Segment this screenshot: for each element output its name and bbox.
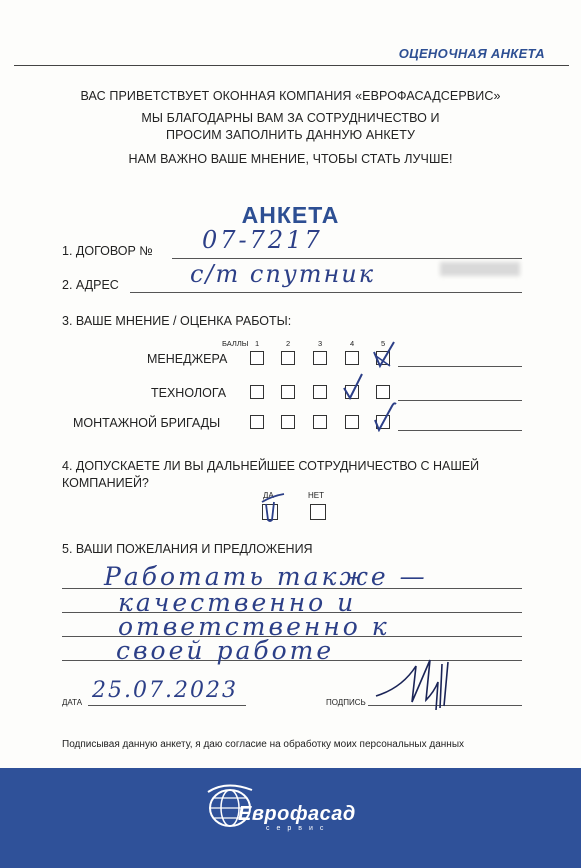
cooperation-question-line-1: 4. ДОПУСКАЕТЕ ЛИ ВЫ ДАЛЬНЕЙШЕЕ СОТРУДНИЧЕСТВО С НАШЕЙ <box>62 459 480 473</box>
address-handwritten[interactable]: с/т спутник <box>190 260 376 288</box>
address-underline <box>130 292 522 293</box>
date-underline <box>88 705 246 706</box>
rating-crew-3-checkbox[interactable] <box>313 415 327 429</box>
score-header-2: 2 <box>286 339 291 348</box>
checkmark-icon <box>370 400 398 432</box>
intro-line-4: НАМ ВАЖНО ВАШЕ МНЕНИЕ, ЧТОБЫ СТАТЬ ЛУЧШЕ! <box>128 152 453 166</box>
signature-label: ПОДПИСЬ <box>326 698 366 707</box>
rating-manager-4-checkbox[interactable] <box>345 351 359 365</box>
brand-logo-subtext: сервис <box>266 825 331 832</box>
brand-logo-text: Еврофасад <box>238 803 356 825</box>
suggestions-handwritten-3: ответственно к <box>118 612 390 641</box>
date-handwritten[interactable]: 25.07.2023 <box>92 678 238 703</box>
address-label: 2. АДРЕС <box>62 278 119 292</box>
rating-row-technologist-label: ТЕХНОЛОГА <box>151 386 227 400</box>
suggestions-label: 5. ВАШИ ПОЖЕЛАНИЯ И ПРЕДЛОЖЕНИЯ <box>62 542 313 556</box>
checkmark-icon <box>340 372 366 402</box>
cooperation-question-line-2: КОМПАНИЕЙ? <box>62 476 149 490</box>
rating-row-crew-label: МОНТАЖНОЙ БРИГАДЫ <box>73 416 221 430</box>
cooperation-no-checkbox[interactable] <box>310 504 326 520</box>
cooperation-yes-label: ДА <box>263 491 274 500</box>
rating-technologist-comment-line <box>398 400 522 401</box>
score-header-1: 1 <box>255 339 260 348</box>
rating-manager-comment-line <box>398 366 522 367</box>
contract-label: 1. ДОГОВОР № <box>62 244 153 258</box>
intro-line-3: ПРОСИМ ЗАПОЛНИТЬ ДАННУЮ АНКЕТУ <box>166 128 415 142</box>
intro-line-1: ВАС ПРИВЕТСТВУЕТ ОКОННАЯ КОМПАНИЯ «ЕВРОФАСАДСЕРВИС» <box>80 89 501 103</box>
contract-number-handwritten[interactable]: 07-7217 <box>202 226 323 254</box>
score-header-5: 5 <box>381 339 386 348</box>
form-title: АНКЕТА <box>241 202 340 228</box>
score-scale-label: БАЛЛЫ <box>222 339 249 348</box>
suggestions-handwritten-1: Работать также — <box>104 562 428 591</box>
rating-crew-2-checkbox[interactable] <box>281 415 295 429</box>
score-header-4: 4 <box>350 339 355 348</box>
redacted-address <box>440 262 520 276</box>
score-header-3: 3 <box>318 339 323 348</box>
rating-manager-2-checkbox[interactable] <box>281 351 295 365</box>
rating-crew-1-checkbox[interactable] <box>250 415 264 429</box>
signature-scribble <box>372 652 462 714</box>
rating-crew-4-checkbox[interactable] <box>345 415 359 429</box>
cooperation-no-label: НЕТ <box>308 491 324 500</box>
rating-technologist-2-checkbox[interactable] <box>281 385 295 399</box>
rating-manager-1-checkbox[interactable] <box>250 351 264 365</box>
form-header-title: ОЦЕНОЧНАЯ АНКЕТА <box>398 46 545 61</box>
rating-label: 3. ВАШЕ МНЕНИЕ / ОЦЕНКА РАБОТЫ: <box>62 314 292 328</box>
checkmark-icon <box>258 492 288 526</box>
intro-line-2: МЫ БЛАГОДАРНЫ ВАМ ЗА СОТРУДНИЧЕСТВО И <box>141 111 440 125</box>
date-label: ДАТА <box>62 698 83 707</box>
contract-underline <box>172 258 522 259</box>
consent-text: Подписывая данную анкету, я даю согласие на обработку моих персональных данных <box>62 739 465 750</box>
rating-crew-comment-line <box>398 430 522 431</box>
rating-row-manager-label: МЕНЕДЖЕРА <box>147 352 228 366</box>
header-divider <box>14 65 569 66</box>
suggestions-handwritten-2: качественно и <box>118 588 357 617</box>
rating-technologist-1-checkbox[interactable] <box>250 385 264 399</box>
suggestions-handwritten-4: своей работе <box>116 636 335 665</box>
rating-technologist-5-checkbox[interactable] <box>376 385 390 399</box>
rating-manager-3-checkbox[interactable] <box>313 351 327 365</box>
checkmark-icon <box>370 340 398 370</box>
rating-technologist-3-checkbox[interactable] <box>313 385 327 399</box>
